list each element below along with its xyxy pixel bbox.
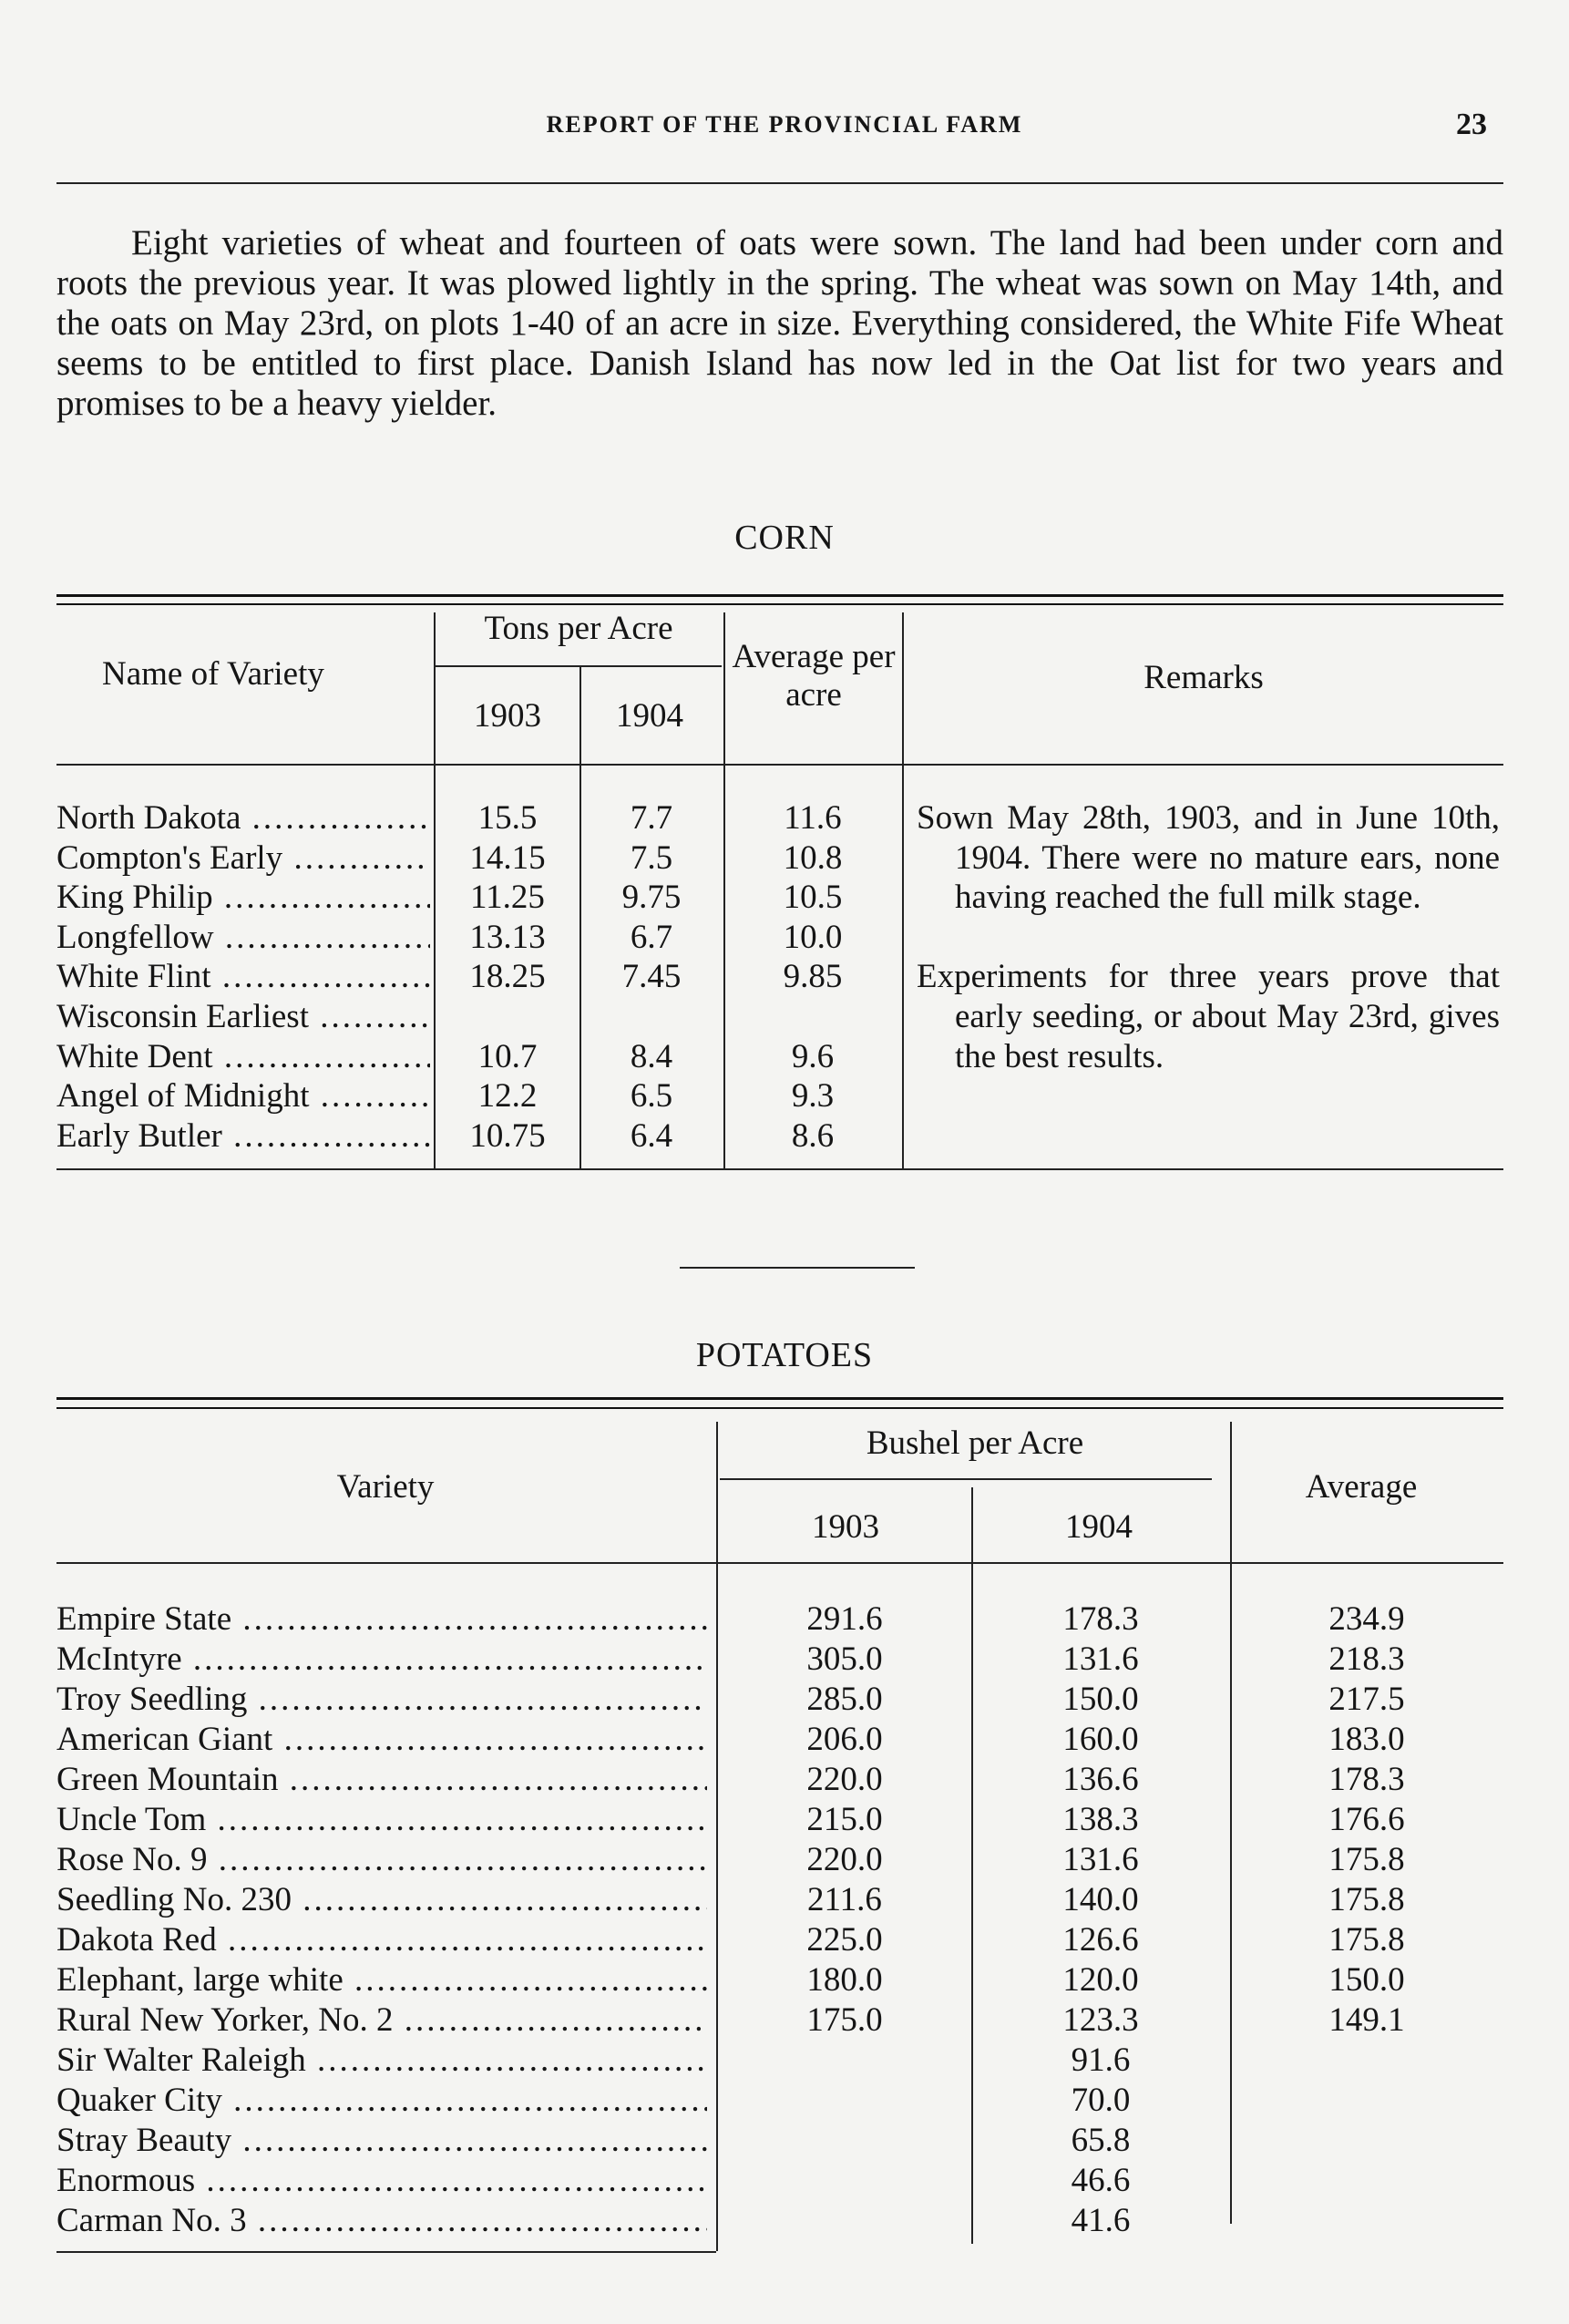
corn-top-rule-inner <box>56 603 1503 605</box>
corn-header-average: Average per acre <box>732 638 896 714</box>
corn-variety-name: Wisconsin Earliest ..... <box>56 997 430 1037</box>
potatoes-col-divider <box>716 1422 718 2251</box>
potato-average-value: 149.1 <box>1328 2001 1405 2039</box>
potato-1903-value: 211.6 <box>807 1881 882 1918</box>
potato-1904-value: 91.6 <box>1071 2041 1131 2079</box>
potato-variety-name: Green Mountain ..... <box>56 1760 707 1800</box>
corn-1904-value: 7.5 <box>630 838 673 877</box>
intro-paragraph: Eight varieties of wheat and fourteen of oats were sown. The land had been under corn and roots the previous year. It was plowed lightly in the spring. The wheat was sown on May 14th, and the oats on May 23rd, on plots 1-40 of an acre in size. Everything considered, the White Fife Wheat seems to be entitled to first place. Danish Island has now led in the Oat list for two years and promises to be a heavy yielder. <box>56 223 1503 423</box>
potato-average-value: 234.9 <box>1328 1600 1405 1638</box>
potato-average-value: 175.8 <box>1328 1921 1405 1959</box>
potatoes-header-rule <box>56 1562 1503 1564</box>
potato-1903-value: 285.0 <box>806 1681 883 1718</box>
potato-average-value: 217.5 <box>1328 1681 1405 1718</box>
potato-average-value: 183.0 <box>1328 1721 1405 1758</box>
potato-average-value <box>1239 2161 1494 2201</box>
potatoes-top-rule-inner <box>56 1407 1503 1409</box>
page-number: 23 <box>1456 108 1487 141</box>
potato-average-value <box>1239 2041 1494 2081</box>
potato-1904-value: 131.6 <box>1062 1841 1139 1878</box>
corn-1904-value: 6.4 <box>630 1116 673 1155</box>
corn-1903-value: 10.75 <box>469 1116 546 1155</box>
potato-1903-value <box>720 2161 969 2201</box>
corn-average-value: 9.3 <box>791 1077 835 1116</box>
potato-1904-value: 46.6 <box>1071 2162 1131 2199</box>
corn-1903-value: 10.7 <box>477 1037 538 1075</box>
potato-variety-name: Sir Walter Raleigh ..... <box>56 2041 707 2081</box>
corn-1903-value <box>437 997 578 1037</box>
potato-variety-name: Quaker City ..... <box>56 2081 707 2121</box>
potato-average-value: 175.8 <box>1328 1881 1405 1918</box>
corn-1904-value: 9.75 <box>621 879 682 917</box>
potato-average-value <box>1239 2201 1494 2241</box>
corn-variety-name: Angel of Midnight ..... <box>56 1076 430 1116</box>
potato-1903-value: 225.0 <box>806 1921 883 1959</box>
potato-average-value: 218.3 <box>1328 1640 1405 1678</box>
potatoes-bottom-rule <box>56 2251 716 2253</box>
potato-average-value: 176.6 <box>1328 1801 1405 1838</box>
corn-col-divider <box>434 612 436 1168</box>
potato-variety-name: Seedling No. 230 ..... <box>56 1880 707 1920</box>
potatoes-header-variety: Variety <box>336 1468 435 1506</box>
potato-variety-name: Stray Beauty ..... <box>56 2121 707 2161</box>
potato-1904-value: 126.6 <box>1062 1921 1139 1959</box>
corn-variety-name: White Dent ..... <box>56 1037 430 1077</box>
corn-header-remarks: Remarks <box>1143 659 1264 696</box>
potato-1903-value: 175.0 <box>806 2001 883 2039</box>
corn-1904-value <box>581 997 722 1037</box>
potatoes-header-1904: 1904 <box>1065 1508 1133 1546</box>
potato-average-value: 175.8 <box>1328 1841 1405 1878</box>
corn-variety-name: Longfellow ..... <box>56 918 430 958</box>
corn-remark: Sown May 28th, 1903, and in June 10th, 1904. There were no mature ears, none having reached the full milk stage. <box>917 799 1500 917</box>
potato-1903-value: 305.0 <box>806 1640 883 1678</box>
corn-header-1904: 1904 <box>616 697 683 735</box>
corn-average-value: 10.8 <box>783 838 843 877</box>
corn-bottom-rule <box>56 1168 1503 1170</box>
corn-header-name: Name of Variety <box>102 655 324 693</box>
potato-1903-value: 215.0 <box>806 1801 883 1838</box>
corn-1903-value: 18.25 <box>469 958 546 996</box>
header-rule <box>56 182 1503 184</box>
potato-1903-value <box>720 2081 969 2121</box>
potato-average-column <box>1239 1599 1494 2241</box>
corn-average-column <box>725 798 900 1156</box>
potato-variety-name: Dakota Red ..... <box>56 1920 707 1960</box>
corn-average-value: 9.85 <box>783 958 843 996</box>
potato-average-value: 150.0 <box>1328 1961 1405 1999</box>
potato-1903-column <box>720 1599 969 2241</box>
potato-1903-value: 291.6 <box>806 1600 883 1638</box>
potato-1903-value <box>720 2041 969 2081</box>
corn-top-rule <box>56 594 1503 597</box>
potato-names-column <box>56 1599 707 2241</box>
corn-average-value: 10.0 <box>783 918 843 956</box>
potatoes-title: POTATOES <box>695 1336 874 1374</box>
corn-1903-value: 14.15 <box>469 838 546 877</box>
potato-1904-column <box>975 1599 1226 2241</box>
potato-average-value <box>1239 2121 1494 2161</box>
corn-average-value: 10.5 <box>783 879 843 917</box>
potato-1903-value <box>720 2121 969 2161</box>
running-head: REPORT OF THE PROVINCIAL FARM <box>546 111 1023 138</box>
corn-average-value: 11.6 <box>784 799 842 837</box>
potato-1903-value <box>720 2201 969 2241</box>
potato-1904-value: 160.0 <box>1062 1721 1139 1758</box>
corn-col-divider <box>902 612 904 1168</box>
potato-1904-value: 120.0 <box>1062 1961 1139 1999</box>
corn-tons-rule <box>436 665 722 667</box>
potatoes-col-divider <box>971 1487 973 2244</box>
corn-average-value: 9.6 <box>791 1037 835 1075</box>
corn-variety-name: North Dakota ..... <box>56 798 430 838</box>
potato-1903-value: 180.0 <box>806 1961 883 1999</box>
corn-names-column <box>56 798 430 1156</box>
corn-variety-name: Early Butler ..... <box>56 1116 430 1157</box>
corn-1904-value: 6.5 <box>630 1077 673 1116</box>
potato-variety-name: American Giant ..... <box>56 1720 707 1760</box>
potato-1904-value: 150.0 <box>1062 1681 1139 1718</box>
potato-variety-name: Carman No. 3 ..... <box>56 2201 707 2241</box>
potato-1904-value: 41.6 <box>1071 2202 1131 2239</box>
potato-variety-name: Uncle Tom ..... <box>56 1800 707 1840</box>
potato-1903-value: 220.0 <box>806 1761 883 1798</box>
corn-variety-name: White Flint ..... <box>56 957 430 997</box>
corn-average-value: 8.6 <box>791 1116 835 1155</box>
corn-1904-column <box>581 798 722 1156</box>
potato-variety-name: Enormous ..... <box>56 2161 707 2201</box>
potato-1903-value: 220.0 <box>806 1841 883 1878</box>
corn-header-1903: 1903 <box>474 697 541 735</box>
potato-1904-value: 140.0 <box>1062 1881 1139 1918</box>
corn-remark: Experiments for three years prove that early seeding, or about May 23rd, gives the best results. <box>917 958 1500 1075</box>
potato-1904-value: 136.6 <box>1062 1761 1139 1798</box>
corn-1903-column <box>437 798 578 1156</box>
corn-1904-value: 7.7 <box>630 799 673 837</box>
potatoes-header-1903: 1903 <box>812 1508 879 1546</box>
corn-remarks <box>917 798 1500 1076</box>
corn-1903-value: 11.25 <box>470 879 545 917</box>
potatoes-col-divider <box>1230 1422 1232 2224</box>
corn-1903-value: 12.2 <box>477 1077 538 1116</box>
corn-average-value <box>725 997 900 1037</box>
potato-1904-value: 123.3 <box>1062 2001 1139 2039</box>
corn-header-rule <box>56 764 1503 766</box>
corn-1904-value: 8.4 <box>630 1037 673 1075</box>
potato-1904-value: 138.3 <box>1062 1801 1139 1838</box>
potato-1904-value: 65.8 <box>1071 2122 1131 2159</box>
corn-header-tons: Tons per Acre <box>484 610 673 647</box>
corn-1903-value: 15.5 <box>477 799 538 837</box>
potatoes-top-rule <box>56 1397 1503 1400</box>
potato-1904-value: 70.0 <box>1071 2082 1131 2119</box>
corn-variety-name: King Philip ..... <box>56 878 430 918</box>
potato-average-value <box>1239 2081 1494 2121</box>
potato-1904-value: 131.6 <box>1062 1640 1139 1678</box>
potato-variety-name: Troy Seedling ..... <box>56 1680 707 1720</box>
potato-variety-name: McIntyre ..... <box>56 1640 707 1680</box>
potatoes-header-bushel: Bushel per Acre <box>866 1424 1084 1462</box>
potato-1903-value: 206.0 <box>806 1721 883 1758</box>
corn-title: CORN <box>734 519 835 557</box>
potatoes-header-average: Average <box>1305 1468 1418 1506</box>
corn-1904-value: 7.45 <box>621 958 682 996</box>
potatoes-bushel-rule <box>720 1478 1212 1480</box>
potato-average-value: 178.3 <box>1328 1761 1405 1798</box>
potato-variety-name: Rose No. 9 ..... <box>56 1840 707 1880</box>
potato-1904-value: 178.3 <box>1062 1600 1139 1638</box>
potato-variety-name: Rural New Yorker, No. 2 ..... <box>56 2000 707 2041</box>
corn-1903-value: 13.13 <box>469 918 546 956</box>
potato-variety-name: Empire State ..... <box>56 1599 707 1640</box>
potato-variety-name: Elephant, large white ..... <box>56 1960 707 2000</box>
corn-variety-name: Compton's Early ..... <box>56 838 430 879</box>
section-divider <box>680 1267 915 1269</box>
corn-1904-value: 6.7 <box>630 918 673 956</box>
